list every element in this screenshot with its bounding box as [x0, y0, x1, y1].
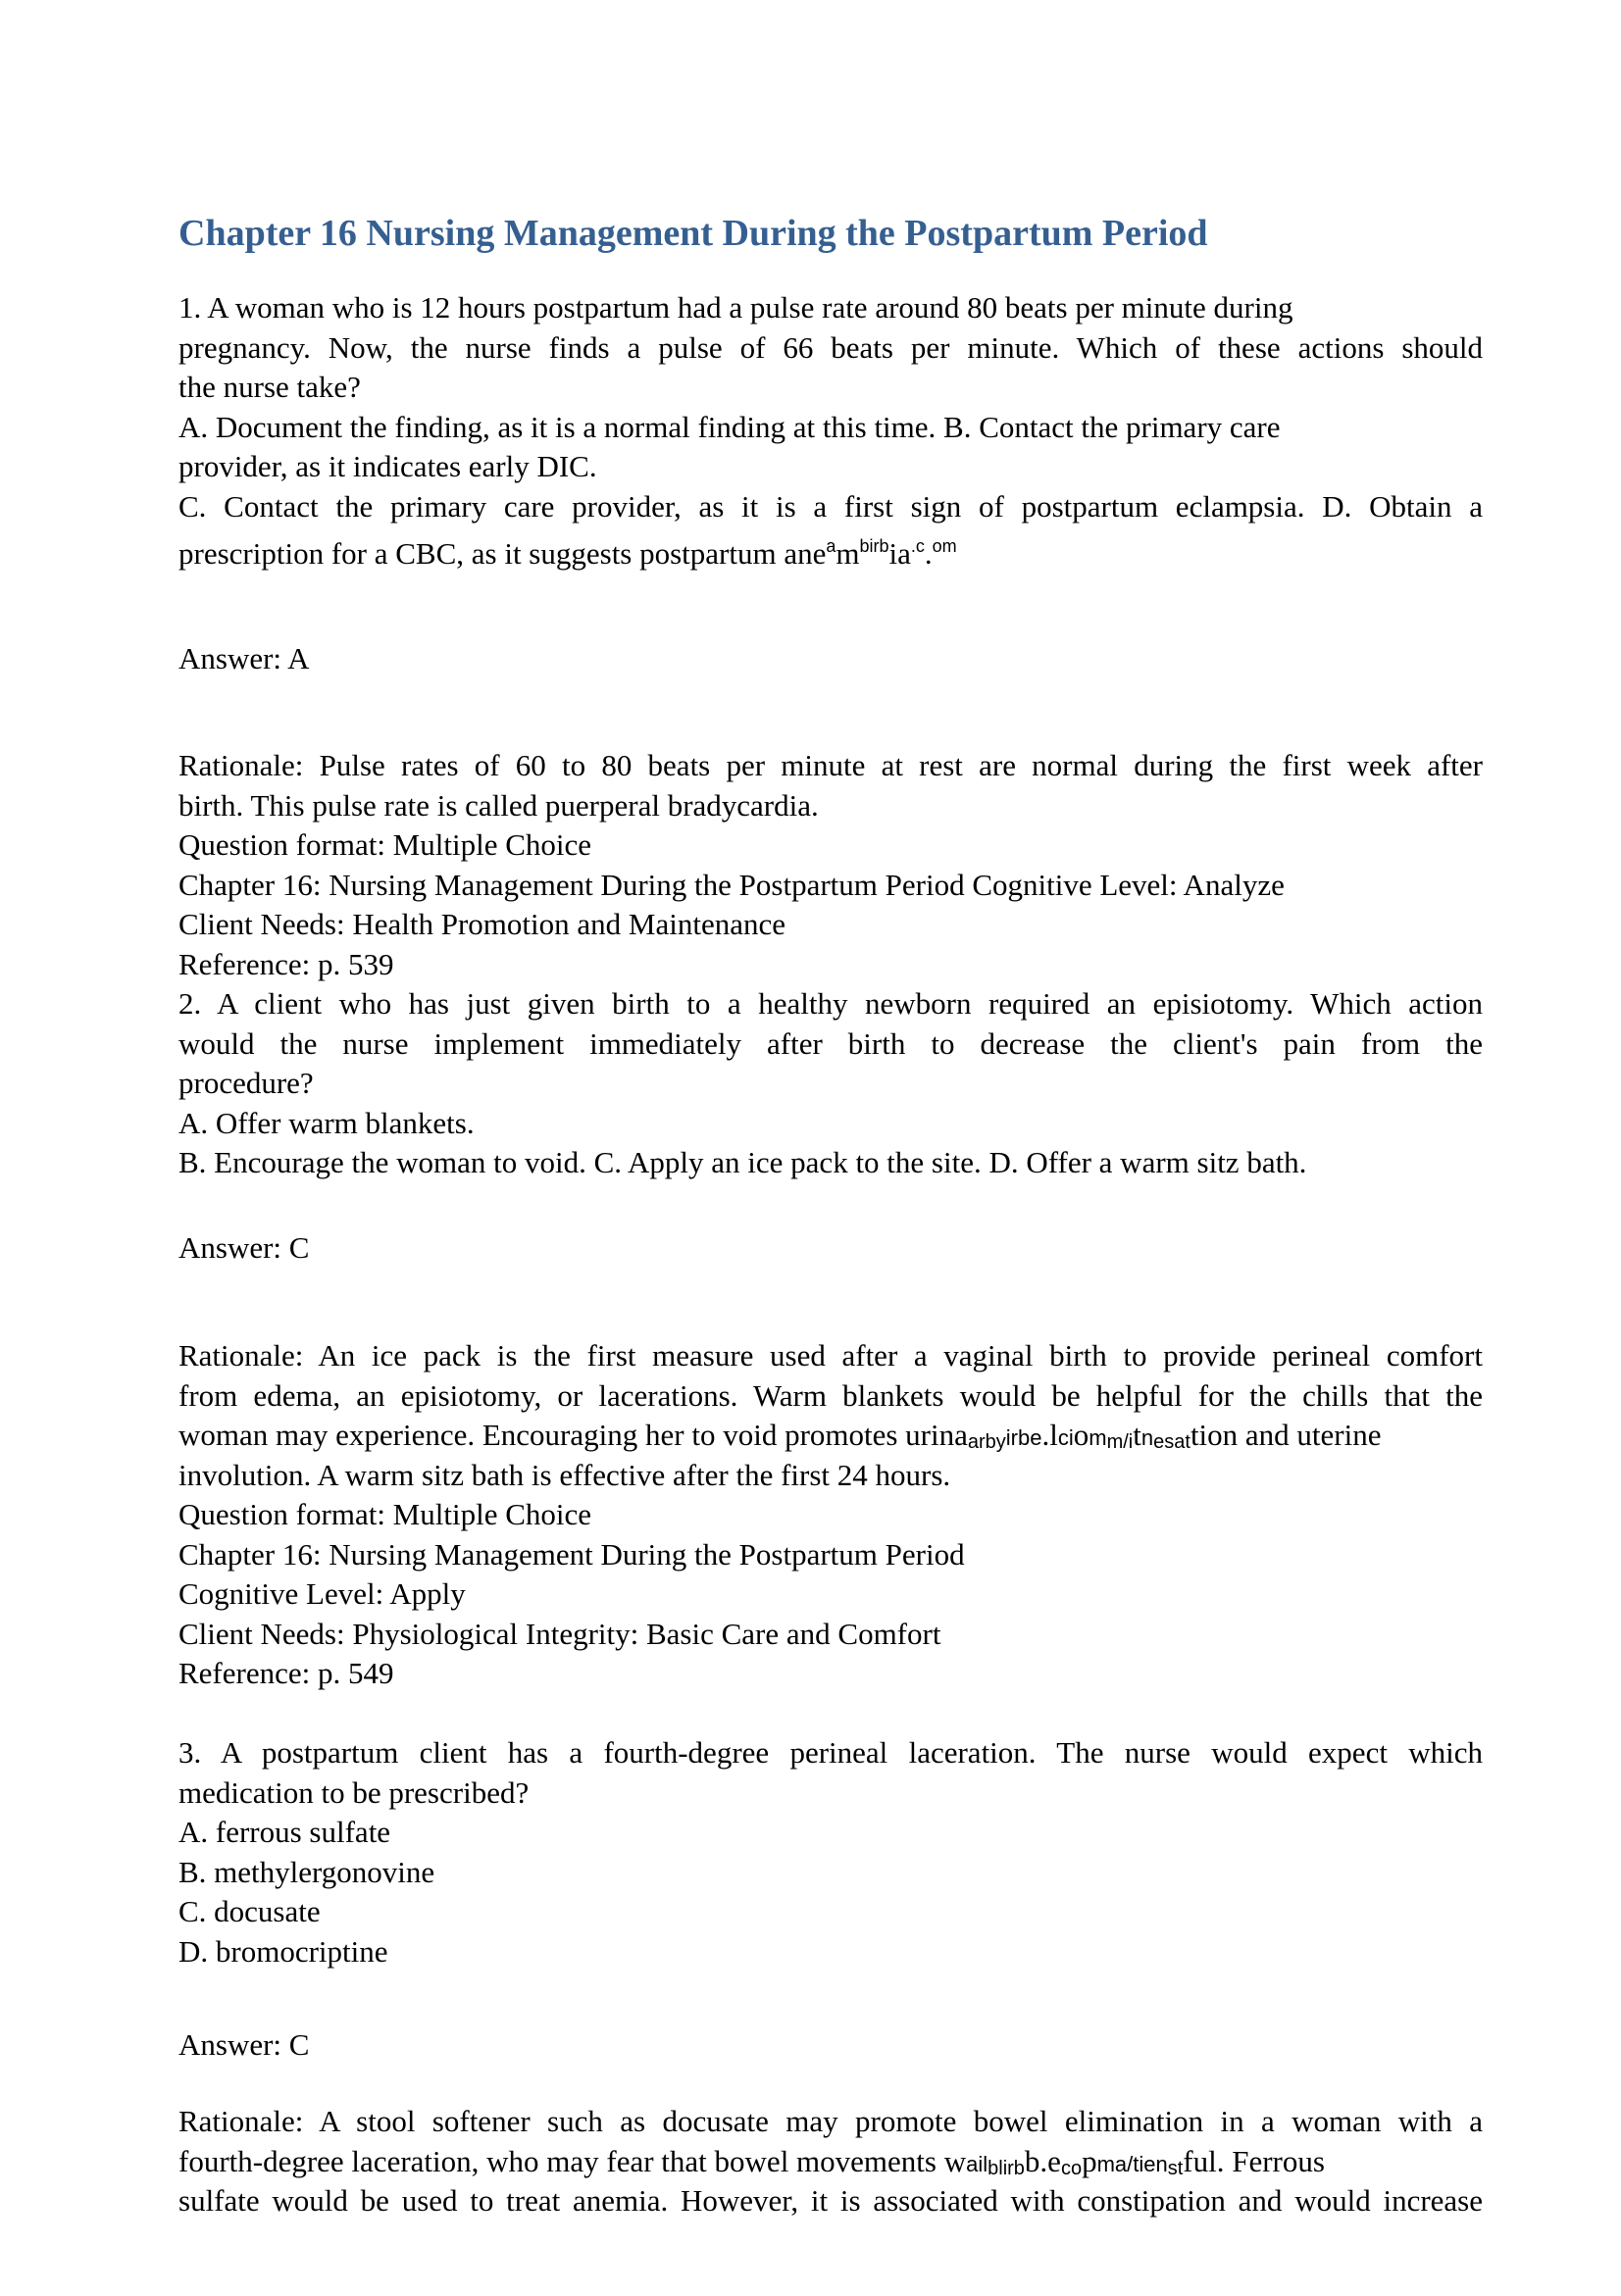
- text-line: would the nurse implement immediately after birth to decrease the client's pain from the: [178, 1025, 1483, 1061]
- watermark-fragment: ma/ti: [1096, 2151, 1144, 2176]
- text-line: Reference: p. 539: [178, 946, 394, 981]
- text-line: Chapter 16: Nursing Management During the Postpartum Period: [178, 1536, 965, 1572]
- watermark-fragment: en: [1143, 2151, 1168, 2176]
- answer-3: [178, 2025, 1483, 2066]
- text-line: B. Encourage the woman to void. C. Apply an ice pack to the site. D. Offer a warm sitz bath.: [178, 1145, 1307, 1179]
- watermark-fragment: ail: [966, 2151, 988, 2176]
- text-line: [178, 2142, 1483, 2182]
- text-line: A. ferrous sulfate: [178, 1815, 391, 1849]
- text-line: 2. A client who has just given birth to a healthy newborn required an episiotomy. Which action: [178, 986, 1483, 1021]
- text-line: Reference: p. 549: [178, 1656, 394, 1690]
- text-line: [178, 1416, 1483, 1456]
- rationale-3: [178, 2102, 1483, 2221]
- watermark-fragment: esat: [1153, 1431, 1190, 1453]
- watermark-fragment: .c: [910, 536, 925, 556]
- question-1: [178, 288, 1483, 571]
- text-line: C. Contact the primary care provider, as it is a first sign of postpartum eclampsia. D. Obtain a: [178, 488, 1483, 524]
- text-line: procedure?: [178, 1066, 314, 1100]
- watermark-fragment: irbe: [1005, 1425, 1042, 1450]
- text-line: sulfate would be used to treat anemia. However, it is associated with constipation and would increase: [178, 2183, 1483, 2218]
- watermark-fragment: m: [1089, 1425, 1107, 1450]
- watermark-fragment: st: [1167, 2157, 1184, 2179]
- watermark-fragment: m/i: [1106, 1431, 1134, 1453]
- text-fragment: t: [1133, 1418, 1141, 1452]
- text-line: Question format: Multiple Choice: [178, 1497, 592, 1531]
- text-line: Rationale: Pulse rates of 60 to 80 beats per minute at rest are normal during the first week after: [178, 748, 1483, 782]
- text-line: Answer: C: [178, 1230, 310, 1265]
- text-line: [178, 526, 1483, 571]
- text-fragment: .l: [1041, 1418, 1058, 1452]
- text-line: 1. A woman who is 12 hours postpartum had a pulse rate around 80 beats per minute during: [178, 290, 1293, 324]
- text-line: Question format: Multiple Choice: [178, 827, 592, 862]
- text-fragment: b.e: [1024, 2143, 1061, 2178]
- text-line: Rationale: An ice pack is the first measure used after a vaginal birth to provide perineal comfort: [178, 1338, 1483, 1373]
- text-fragment: ful. Ferrous: [1183, 2143, 1325, 2178]
- text-fragment: .: [924, 536, 933, 571]
- text-fragment: fourth-degree laceration, who may fear that bowel movements w: [178, 2143, 967, 2178]
- text-line: D. bromocriptine: [178, 1933, 388, 1969]
- watermark-fragment: n: [1140, 1425, 1154, 1450]
- answer-1: [178, 639, 1483, 679]
- text-line: Client Needs: Health Promotion and Maintenance: [178, 907, 785, 941]
- text-fragment: ia: [888, 536, 911, 571]
- text-line: Answer: C: [178, 2027, 310, 2062]
- text-line: provider, as it indicates early DIC.: [178, 449, 597, 483]
- text-line: medication to be prescribed?: [178, 1774, 530, 1810]
- chapter-title: Chapter 16 Nursing Management During the Postpartum Period: [178, 213, 1208, 254]
- text-fragment: o: [1073, 1418, 1089, 1452]
- watermark-fragment: co: [1060, 2157, 1083, 2179]
- rationale-1-and-question-2: [178, 746, 1483, 1183]
- text-line: pregnancy. Now, the nurse finds a pulse of 66 beats per minute. Which of these actions should: [178, 329, 1483, 365]
- watermark-fragment: a: [826, 536, 836, 556]
- watermark-fragment: blirb: [988, 2157, 1025, 2179]
- text-line: the nurse take?: [178, 370, 361, 404]
- text-fragment: prescription for a CBC, as it suggests postpartum ane: [178, 536, 827, 571]
- watermark-fragment: arby: [967, 1431, 1006, 1453]
- text-line: C. docusate: [178, 1894, 321, 1928]
- text-line: Answer: A: [178, 641, 310, 675]
- rationale-2: [178, 1336, 1483, 1694]
- text-line: from edema, an episiotomy, or lacerations. Warm blankets would be helpful for the chills that the: [178, 1377, 1483, 1413]
- text-fragment: tion and uterine: [1190, 1418, 1382, 1452]
- text-line: involution. A warm sitz bath is effective after the first 24 hours.: [178, 1457, 951, 1492]
- watermark-fragment: birb: [859, 536, 889, 556]
- text-line: birth. This pulse rate is called puerperal bradycardia.: [178, 787, 819, 823]
- watermark-fragment: om: [932, 536, 957, 556]
- question-3: [178, 1733, 1483, 1972]
- text-line: Chapter 16: Nursing Management During the Postpartum Period Cognitive Level: Analyze: [178, 867, 1285, 902]
- text-line: Rationale: A stool softener such as docusate may promote bowel elimination in a woman with a: [178, 2104, 1483, 2138]
- text-line: Client Needs: Physiological Integrity: Basic Care and Comfort: [178, 1616, 941, 1651]
- answer-2: [178, 1228, 1483, 1269]
- text-line: Cognitive Level: Apply: [178, 1576, 466, 1611]
- text-line: A. Document the finding, as it is a normal finding at this time. B. Contact the primary care: [178, 409, 1281, 444]
- text-line: A. Offer warm blankets.: [178, 1105, 475, 1140]
- text-fragment: m: [836, 536, 860, 571]
- text-fragment: woman may experience. Encouraging her to void promotes urina: [178, 1418, 968, 1452]
- text-line: 3. A postpartum client has a fourth-degree perineal laceration. The nurse would expect which: [178, 1735, 1483, 1770]
- text-fragment: p: [1082, 2143, 1097, 2178]
- watermark-fragment: ci: [1057, 1425, 1074, 1450]
- text-line: B. methylergonovine: [178, 1854, 435, 1889]
